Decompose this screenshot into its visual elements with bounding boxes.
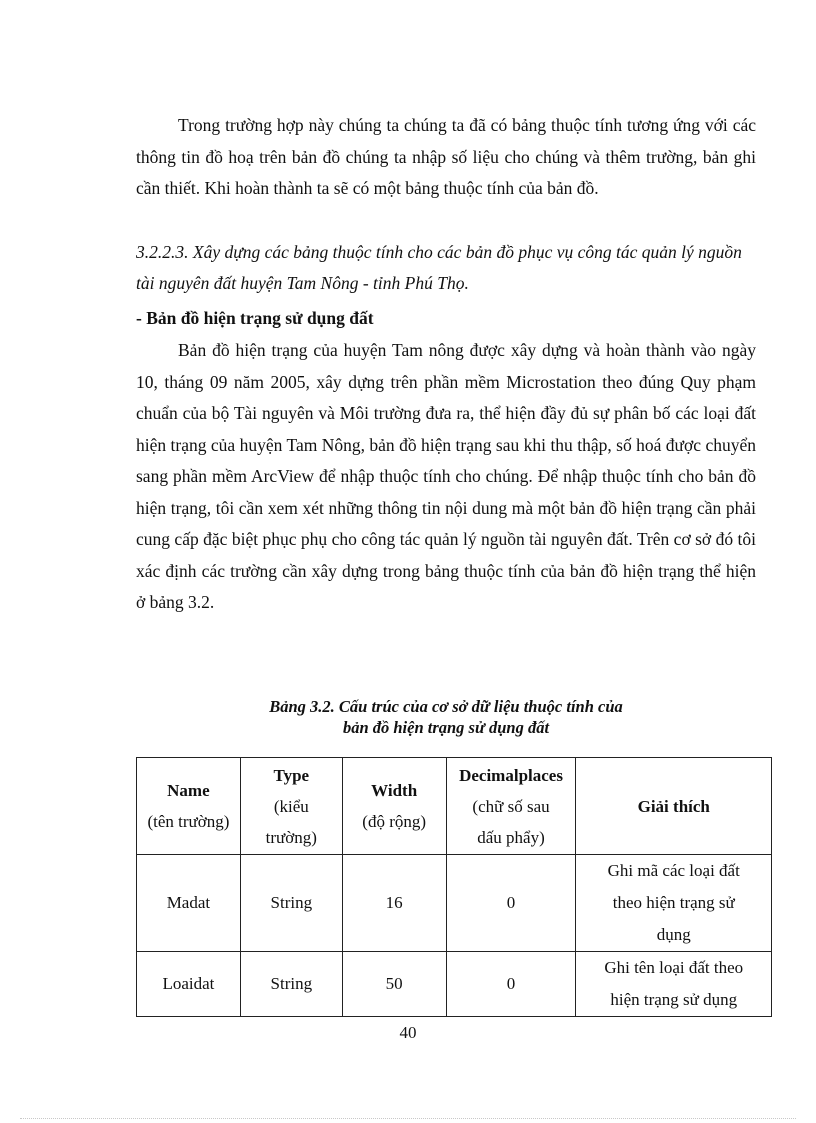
header-explanation-title: Giải thích xyxy=(637,796,710,816)
table-row xyxy=(137,952,772,1017)
cell-decimals: 0 xyxy=(446,952,576,1017)
header-name xyxy=(137,758,241,855)
header-type-title: Type xyxy=(273,765,310,785)
cell-note: Ghi mã các loại đất theo hiện trạng sử dụng xyxy=(576,855,772,952)
cell-decimals: 0 xyxy=(446,855,576,952)
table-caption-line2: bản đồ hiện trạng sử dụng đất xyxy=(342,718,550,737)
subheading-current-land-use-map: - Bản đồ hiện trạng sử dụng đất xyxy=(136,308,374,328)
header-width-sub: (độ rộng) xyxy=(362,812,427,831)
header-width xyxy=(342,758,446,855)
header-type-sub: (kiểu trường) xyxy=(265,796,317,847)
header-decimalplaces-title: Decimalplaces xyxy=(459,765,563,785)
header-type xyxy=(240,758,342,855)
header-decimalplaces xyxy=(446,758,576,855)
table-caption-line1: Bảng 3.2. Cấu trúc của cơ sở dữ liệu thuộc tính của xyxy=(269,697,623,716)
cell-type: String xyxy=(240,952,342,1017)
cell-name: Loaidat xyxy=(137,952,241,1017)
cell-note: Ghi tên loại đất theo hiện trạng sử dụng xyxy=(576,952,772,1017)
header-name-sub: (tên trường) xyxy=(147,812,230,831)
table-caption xyxy=(136,696,756,738)
cell-width: 16 xyxy=(342,855,446,952)
page-number: 40 xyxy=(399,1023,417,1042)
header-name-title: Name xyxy=(167,781,210,800)
page-bottom-divider xyxy=(20,1118,796,1119)
header-decimalplaces-sub: (chữ số sau dấu phẩy) xyxy=(472,796,550,847)
paragraph-intro xyxy=(136,110,756,205)
attribute-structure-table xyxy=(136,757,772,1017)
table-header-row xyxy=(137,758,772,855)
paragraph-description xyxy=(136,335,756,619)
cell-name: Madat xyxy=(137,855,241,952)
section-heading: 3.2.2.3. Xây dựng các bảng thuộc tính cho các bản đồ phục vụ công tác quản lý nguồn tài nguyên đất huyện Tam Nông - tỉnh Phú Thọ. xyxy=(136,242,742,293)
paragraph-description-text: Bản đồ hiện trạng của huyện Tam nông được xây dựng và hoàn thành vào ngày 10, tháng 09 năm 2005, xây dựng trên phần mềm Microstation theo đúng Quy phạm chuẩn của bộ Tài nguyên và Môi trường đưa ra, thể hiện đầy đủ sự phân bố các loại đất hiện trạng của huyện Tam Nông, bản đồ hiện trạng sau khi thu thập, số hoá được chuyển sang phần mềm ArcView để nhập thuộc tính cho chúng. Để nhập thuộc tính cho bản đồ hiện trạng, tôi cần xem xét những thông tin nội dung mà một bản đồ hiện trạng cần phải cung cấp đặc biệt phục phụ cho công tác quản lý nguồn tài nguyên đất. Trên cơ sở đó tôi xác định các trường cần xây dựng trong bảng thuộc tính của bản đồ hiện trạng thể hiện ở bảng 3.2. xyxy=(136,340,756,612)
header-explanation xyxy=(576,758,772,855)
paragraph-intro-text: Trong trường hợp này chúng ta chúng ta đã có bảng thuộc tính tương ứng với các thông tin đồ hoạ trên bản đồ chúng ta nhập số liệu cho chúng và thêm trường, bản ghi cần thiết. Khi hoàn thành ta sẽ có một bảng thuộc tính của bản đồ. xyxy=(136,115,756,198)
header-width-title: Width xyxy=(371,781,418,800)
table-row xyxy=(137,855,772,952)
cell-width: 50 xyxy=(342,952,446,1017)
cell-type: String xyxy=(240,855,342,952)
